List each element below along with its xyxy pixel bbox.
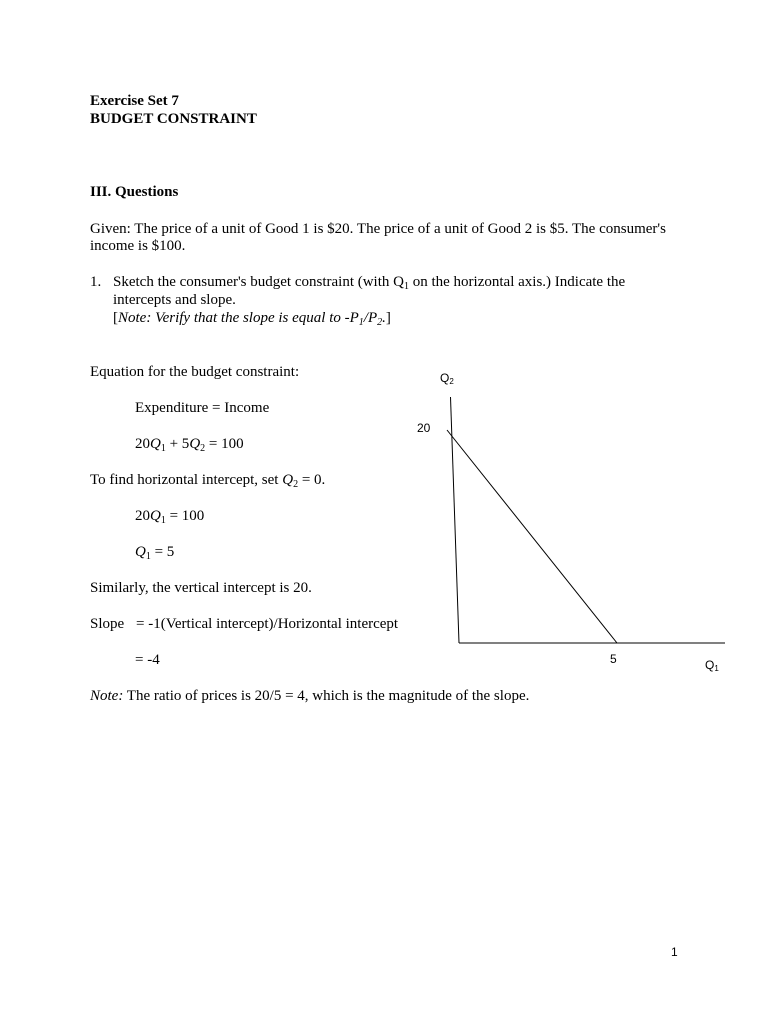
solution-intro: Equation for the budget constraint: <box>90 364 300 380</box>
given-line-1: Given: The price of a unit of Good 1 is $20. The price of a unit of Good 2 is $5. The consumer's <box>90 221 666 237</box>
section-heading: III. Questions <box>90 184 179 200</box>
y-intercept-label: 20 <box>417 421 431 435</box>
slope-label: Slope <box>90 616 125 632</box>
note-text: . <box>382 310 386 326</box>
question-number: 1. <box>90 274 102 290</box>
axis-variable: Q <box>440 371 450 385</box>
horizontal-intercept-step <box>90 471 325 491</box>
x-axis-label <box>705 658 719 674</box>
subscript: 1 <box>160 515 166 526</box>
subscript: 1 <box>358 317 364 328</box>
given-line-2: income is $100. <box>90 238 186 254</box>
variable-q: Q <box>135 544 146 560</box>
subscript: 2 <box>377 317 383 328</box>
vertical-intercept-step: Similarly, the vertical intercept is 20. <box>90 580 312 596</box>
equation-run: 20 <box>135 508 150 524</box>
y-axis-label <box>440 371 454 387</box>
equation-run: = 100 <box>165 508 205 524</box>
equation-run: 20 <box>135 436 150 452</box>
note-label: Note: <box>90 688 124 704</box>
variable-q: Q <box>150 508 161 524</box>
exercise-subtitle: BUDGET CONSTRAINT <box>90 111 257 127</box>
subscript: 1 <box>160 443 166 454</box>
equation-expenditure: Expenditure = Income <box>135 400 270 416</box>
closing-note <box>90 687 529 705</box>
bracket-open: [ <box>113 310 118 326</box>
budget-line <box>447 430 617 643</box>
question-line-2: intercepts and slope. <box>113 292 236 308</box>
variable-q: Q <box>189 436 201 452</box>
axis-variable: Q <box>705 658 715 672</box>
subscript: 1 <box>145 551 151 562</box>
question-text-run: Sketch the consumer's budget constraint (with Q <box>113 274 404 290</box>
variable-q: Q <box>282 472 294 488</box>
equation-q1-5 <box>135 543 174 563</box>
x-intercept-label: 5 <box>610 652 617 666</box>
note-text: Note: Verify that the slope is equal to -P <box>118 310 359 326</box>
vertical-axis <box>451 397 460 643</box>
subscript: 2 <box>293 479 299 490</box>
subscript: 1 <box>403 281 409 292</box>
equation-q1-100 <box>135 507 204 527</box>
question-text-run: on the horizontal axis.) Indicate the <box>408 274 626 290</box>
note-text: /P <box>363 310 378 326</box>
equation-run: + 5 <box>165 436 190 452</box>
bracket-close: ] <box>385 310 391 326</box>
equation-run: = 100 <box>205 436 244 452</box>
step-text: To find horizontal intercept, set <box>90 472 283 488</box>
variable-q: Q <box>150 436 161 452</box>
equation-budget <box>135 435 244 455</box>
page-number: 1 <box>671 945 678 959</box>
question-line-1 <box>113 273 625 293</box>
step-text: = 0. <box>298 472 326 488</box>
question-note <box>113 309 391 329</box>
subscript: 1 <box>714 664 719 673</box>
subscript: 2 <box>449 377 454 386</box>
exercise-title: Exercise Set 7 <box>90 93 179 109</box>
note-text: The ratio of prices is 20/5 = 4, which is the magnitude of the slope. <box>123 688 530 704</box>
subscript: 2 <box>200 443 206 454</box>
slope-value: = -4 <box>135 652 160 668</box>
equation-run: = 5 <box>150 544 175 560</box>
slope-formula: = -1(Vertical intercept)/Horizontal intercept <box>136 616 399 632</box>
